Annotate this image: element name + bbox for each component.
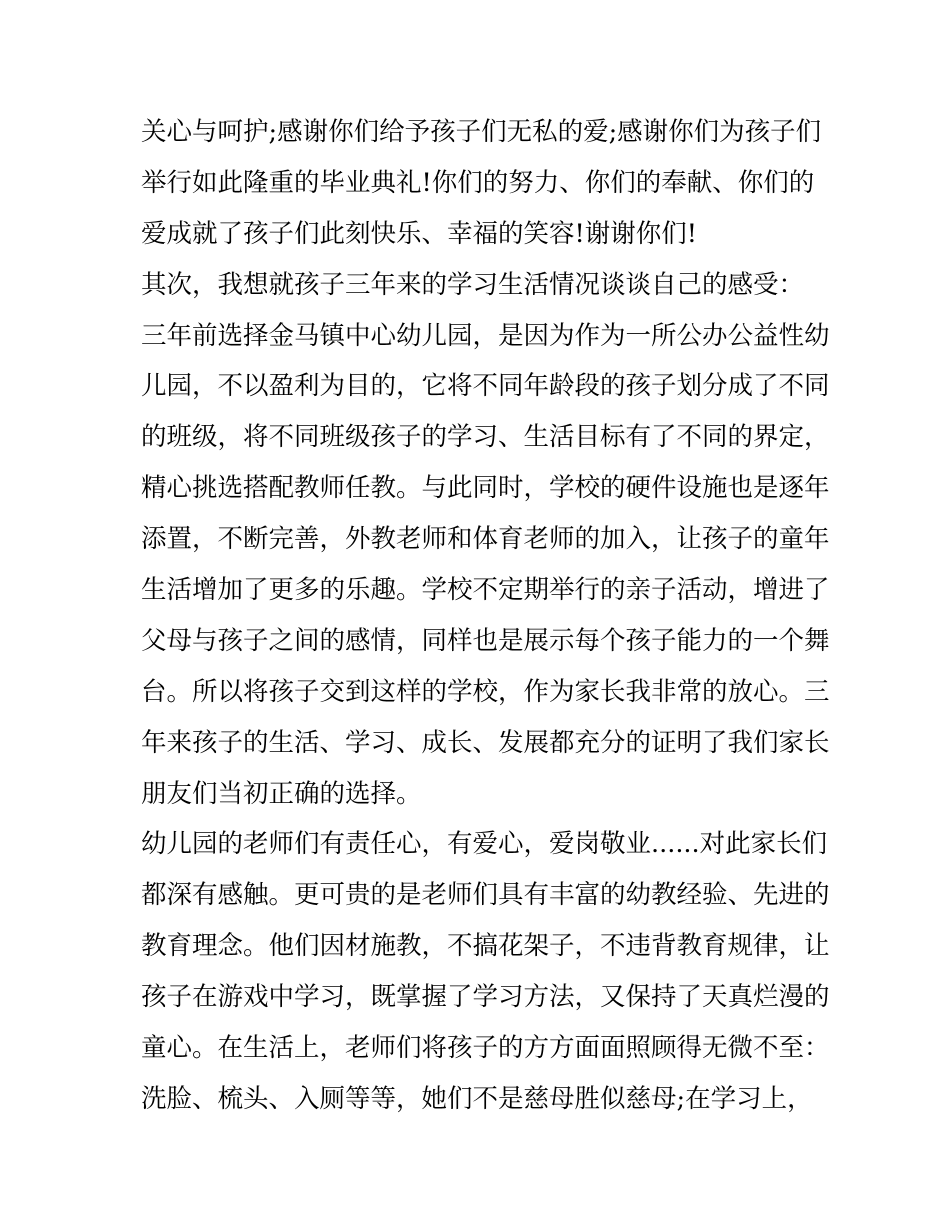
text-line: 教育理念。他们因材施教，不搞花架子，不违背教育规律，让 xyxy=(141,931,830,962)
text-line: 关心与呵护;感谢你们给予孩子们无私的爱;感谢你们为孩子们 xyxy=(141,117,822,147)
text-line: 都深有感触。更可贵的是老师们具有丰富的幼教经验、先进的 xyxy=(141,880,830,911)
text-line: 生活增加了更多的乐趣。学校不定期举行的亲子活动，增进了 xyxy=(141,575,830,606)
text-line: 举行如此隆重的毕业典礼!你们的努力、你们的奉献、你们的 xyxy=(141,167,815,198)
text-line: 儿园，不以盈利为目的，它将不同年龄段的孩子划分成了不同 xyxy=(141,371,830,402)
text-line: 三年前选择金马镇中心幼儿园，是因为作为一所公办公益性幼 xyxy=(141,320,830,351)
text-line: 童心。在生活上，老师们将孩子的方方面面照顾得无微不至： xyxy=(141,1033,830,1064)
text-line: 洗脸、梳头、入厕等等，她们不是慈母胜似慈母;在学习上， xyxy=(141,1083,813,1114)
text-line: 的班级，将不同班级孩子的学习、生活目标有了不同的界定， xyxy=(141,422,830,453)
body-text xyxy=(141,107,830,1125)
text-line: 朋友们当初正确的选择。 xyxy=(141,778,422,809)
text-line: 孩子在游戏中学习，既掌握了学习方法，又保持了天真烂漫的 xyxy=(141,982,830,1013)
text-line: 其次，我想就孩子三年来的学习生活情况谈谈自己的感受： xyxy=(141,269,805,300)
text-line: 父母与孩子之间的感情，同样也是展示每个孩子能力的一个舞 xyxy=(141,625,830,656)
text-line: 爱成就了孩子们此刻快乐、幸福的笑容!谢谢你们! xyxy=(141,218,697,249)
text-line: 年来孩子的生活、学习、成长、发展都充分的证明了我们家长 xyxy=(141,727,830,758)
text-line: 添置，不断完善，外教老师和体育老师的加入，让孩子的童年 xyxy=(141,524,830,555)
text-line: 幼儿园的老师们有责任心，有爱心，爱岗敬业......对此家长们 xyxy=(141,829,828,860)
text-line: 台。所以将孩子交到这样的学校，作为家长我非常的放心。三 xyxy=(141,676,830,707)
text-line: 精心挑选搭配教师任教。与此同时，学校的硬件设施也是逐年 xyxy=(141,473,830,504)
